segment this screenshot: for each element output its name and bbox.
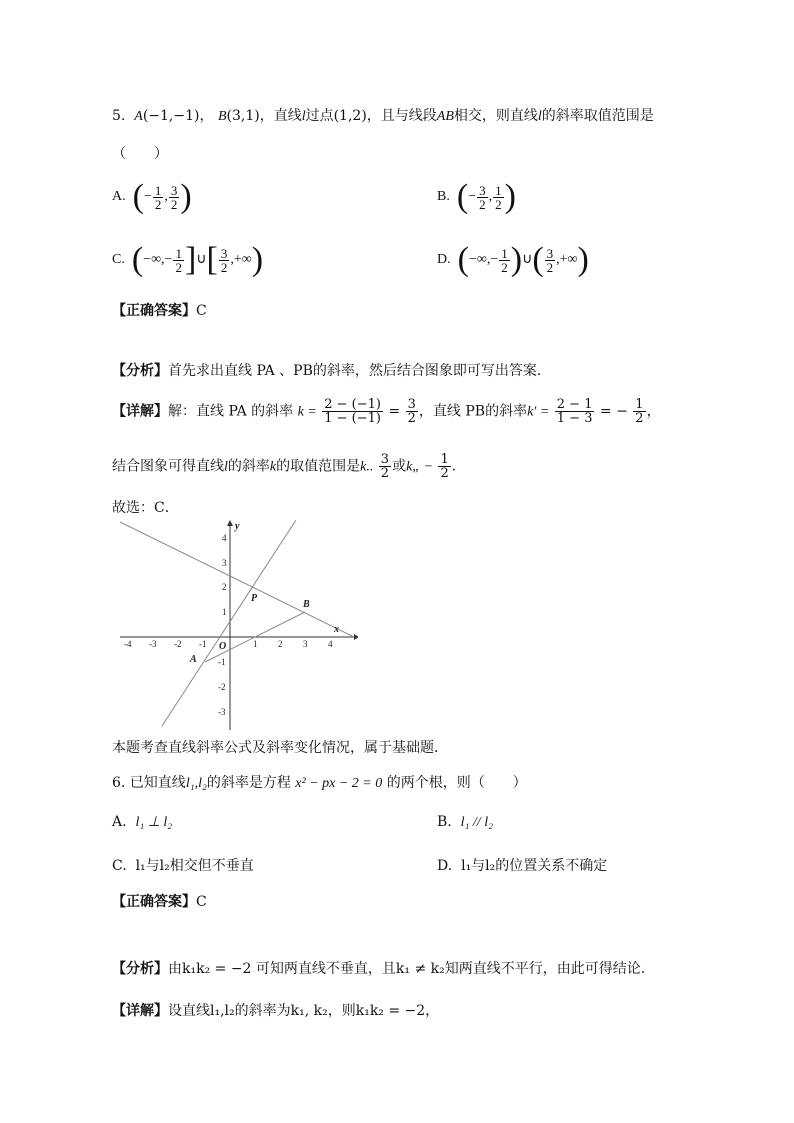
point-p-label: P [251,593,258,604]
fraction: $\frac{1}{2}$ [175,245,182,275]
q5-detail: 【详解】解：直线 PA 的斜率 k = $\frac{2 - (-1)}{1 - (-1)}$ = $\frac{3}{2}$ ，直线 PB的斜率k′ = $\frac{2 - 1}{1 - 3}$ = − $\frac{1}{2}$ ， [112,397,661,426]
fraction: $\frac{3}{2}$ [479,182,486,212]
fraction: $\frac{1}{2}$ [495,182,502,212]
q5-stem: 5. A(−1,−1)， B(3,1)，直线l过点(1,2)，且与线段AB相交，则直线l的斜率取值范围是 [112,108,654,124]
q6-stem: 6. 已知直线l₁,l₂的斜率是方程 x² − px − 2 = 0 的两个根，则（ ） [112,775,527,791]
fraction: $\frac{2 - 1}{1 - 3}$ [556,397,593,426]
q5-option-b: B. (− $\frac{3}{2}$ , $\frac{1}{2}$ ) [437,178,516,215]
line-pa [162,520,296,726]
fraction: $\frac{3}{2}$ [220,245,228,275]
x-tick-label: -3 [149,639,157,649]
q6-analysis: 【分析】由k₁k₂ = −2 可知两直线不垂直，且k₁ ≠ k₂知两直线不平行，由此可得结论. [112,961,646,977]
fraction: $\frac{1}{2}$ [154,182,162,212]
y-axis-arrow [227,520,233,526]
point-b-label: B [303,599,310,610]
x-tick-label: 4 [328,639,333,649]
y-tick-label: 3 [222,558,227,568]
q5-summary: 本题考查直线斜率公式及斜率变化情况，属于基础题． [112,740,448,756]
y-tick-label: 4 [222,533,227,543]
x-axis-label: x [334,624,339,635]
fraction: $\frac{3}{2}$ [407,397,416,426]
x-tick-label: -4 [124,639,132,649]
y-tick-label: -1 [218,657,226,667]
x-ticks [124,639,333,649]
q6-option-c: C. l₁与l₂相交但不垂直 [112,858,254,874]
x-axis-arrow [354,634,358,640]
y-tick-label: 1 [222,607,227,617]
y-ticks [218,533,227,717]
y-tick-label: 2 [222,582,227,592]
q6-answer: 【正确答案】C [112,894,207,910]
q6-number: 6. [112,775,126,791]
fraction: $\frac{3}{2}$ [170,182,178,212]
q5-option-a: A. (− $\frac{1}{2}$ , $\frac{3}{2}$ ) [112,178,192,215]
fraction: $\frac{3}{2}$ [546,245,554,275]
y-axis-label: y [235,521,240,532]
x-tick-label: 2 [278,639,283,649]
coordinate-graph [118,520,358,735]
q5-blank: （ ） [112,146,168,162]
q6-detail: 【详解】设直线l₁,l₂的斜率为k₁, k₂，则k₁k₂ = −2， [112,1003,440,1019]
q5-option-c: C. (−∞,− $\frac{1}{2}$ ]∪[ $\frac{3}{2}$ ,+∞) [112,241,264,278]
fraction: $\frac{2 - (-1)}{1 - (-1)}$ [324,397,381,426]
line-pb [120,522,354,637]
x-tick-label: 3 [303,639,308,649]
q5-analysis: 【分析】首先求出直线 PA 、PB的斜率，然后结合图象即可写出答案． [112,363,551,379]
y-tick-label: -3 [218,707,226,717]
q6-option-b: B. l₁ // l₂ [437,814,493,830]
y-tick-label: -2 [218,682,226,692]
q5-number: 5. [112,108,126,124]
x-tick-label: -2 [174,639,182,649]
q6-option-d: D. l₁与l₂的位置关系不确定 [437,858,608,874]
fraction: $\frac{3}{2}$ [380,452,390,481]
fraction: $\frac{1}{2}$ [635,397,644,426]
q5-conclusion: 故选：C． [112,500,179,516]
point-a-label: A [190,654,197,665]
q6-option-a: A. l₁ ⊥ l₂ [112,814,173,830]
fraction: $\frac{1}{2}$ [501,245,508,275]
origin-label: O [219,641,227,652]
q5-combine: 结合图象可得直线l的斜率k的取值范围是k.. $\frac{3}{2}$ 或k„ − $\frac{1}{2}$ ． [112,452,466,481]
x-tick-label: 1 [253,639,258,649]
q5-answer: 【正确答案】C [112,303,207,319]
q5-option-d: D. (−∞,− $\frac{1}{2}$ )∪( $\frac{3}{2}$ ,+∞) [437,241,589,278]
x-tick-label: -1 [199,639,207,649]
fraction: $\frac{1}{2}$ [440,452,449,481]
